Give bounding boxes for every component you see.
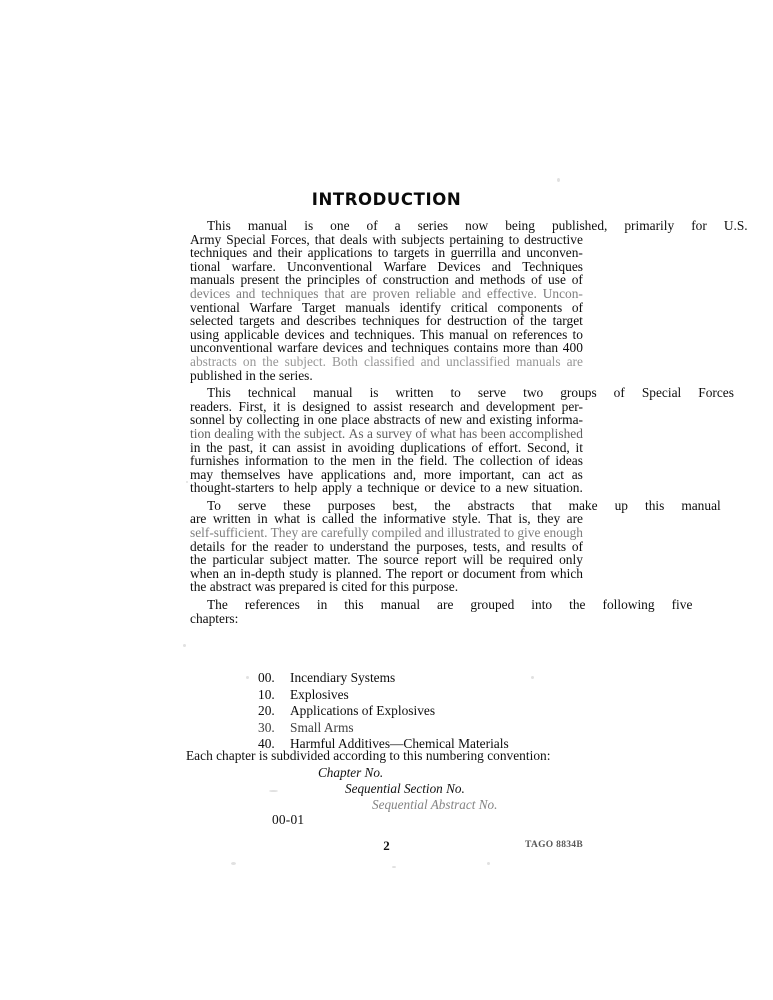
scan-speck xyxy=(557,178,560,182)
chapter-number: 40. xyxy=(258,736,275,751)
page-number: 2 xyxy=(383,838,390,853)
text-line: To serve these purposes best, the abstracts that make up this manual xyxy=(207,497,721,513)
text-line: thought-starters to help apply a technique or device to a new situation. xyxy=(190,480,583,496)
chapter-number: 30. xyxy=(258,719,275,735)
chapter-number: 20. xyxy=(258,703,275,718)
chapter-label: Explosives xyxy=(290,686,349,702)
page-footer xyxy=(0,838,773,856)
numbering-convention-lead-in: Each chapter is subdivided according to this numbering convention: xyxy=(186,748,551,763)
section-code: 00-01 xyxy=(272,812,305,827)
paragraph-1 xyxy=(190,218,748,383)
text-line: Army Special Forces, that deals with subjects pertaining to destructive xyxy=(190,231,583,247)
text-line: abstracts on the subject. Both classified and unclassified manuals are xyxy=(190,353,583,369)
text-line: unconventional warfare devices and techniques contains more than 400 xyxy=(190,340,583,356)
body-text xyxy=(190,218,748,629)
scan-speck xyxy=(246,676,249,679)
text-line: using applicable devices and techniques. This manual on references to xyxy=(190,326,583,342)
chapter-number: 10. xyxy=(258,686,275,702)
chapter-list-item xyxy=(258,703,588,720)
printing-code: TAGO 8834B xyxy=(525,840,583,850)
text-line: may themselves have applications and, more important, can act as xyxy=(190,466,583,482)
chapter-number: 00. xyxy=(258,670,275,685)
text-line: devices and techniques that are proven reliable and effective. Uncon- xyxy=(190,285,583,301)
text-line: are written in what is called the informative style. That is, they are xyxy=(190,511,583,527)
chapter-list-item xyxy=(258,720,588,737)
text-line: the particular subject matter. The source report will be required only xyxy=(190,552,583,568)
chapter-label: Harmful Additives—Chemical Materials xyxy=(290,736,509,751)
text-line: manuals present the principles of construction and methods of use of xyxy=(190,272,583,288)
text-line: self-sufficient. They are carefully compiled and illustrated to give enough xyxy=(190,525,583,541)
scan-speck xyxy=(269,790,278,792)
text-line: readers. First, it is designed to assist research and development per- xyxy=(190,398,583,414)
page-title: INTRODUCTION xyxy=(311,190,462,209)
text-line: details for the reader to understand the purposes, tests, and results of xyxy=(190,538,583,554)
paragraph-4 xyxy=(190,597,693,626)
text-line: The references in this manual are grouped into the following five xyxy=(207,597,693,613)
scan-speck xyxy=(231,862,236,865)
scan-speck xyxy=(186,481,188,483)
scan-speck xyxy=(487,862,490,865)
text-line: sonnel by collecting in one place abstracts of new and existing informa- xyxy=(190,412,583,428)
text-line: This manual is one of a series now being published, primarily for U.S. xyxy=(207,218,748,233)
text-line: This technical manual is written to serve two groups of Special Forces xyxy=(207,385,734,401)
scan-speck xyxy=(183,644,186,647)
chapter-list-item xyxy=(258,670,588,687)
text-line: chapters: xyxy=(190,610,239,626)
text-line: when an in-depth study is planned. The report or document from which xyxy=(190,565,583,581)
chapter-list-item xyxy=(258,687,588,704)
paragraph-2 xyxy=(190,385,734,496)
chapter-label: Applications of Explosives xyxy=(290,703,436,718)
chapter-label: Incendiary Systems xyxy=(290,670,396,685)
text-line: in the past, it can assist in avoiding duplications of effort. Second, it xyxy=(190,439,583,455)
convention-level-2: Sequential Section No. xyxy=(345,781,465,796)
text-line: published in the series. xyxy=(190,367,313,383)
convention-level-1: Chapter No. xyxy=(318,765,384,780)
paragraph-3 xyxy=(190,497,721,595)
scan-speck xyxy=(392,866,396,868)
text-line: tion dealing with the subject. As a survey of what has been accomplished xyxy=(190,425,583,441)
chapter-label: Small Arms xyxy=(290,719,354,735)
text-line: techniques and their applications to targets in guerrilla and unconven- xyxy=(190,245,583,261)
text-line: furnishes information to the men in the field. The collection of ideas xyxy=(190,453,583,469)
text-line: the abstract was prepared is cited for this purpose. xyxy=(190,579,459,595)
text-line: tional warfare. Unconventional Warfare Devices and Techniques xyxy=(190,258,583,274)
text-line: selected targets and describes techniques for destruction of the target xyxy=(190,313,583,329)
convention-level-3: Sequential Abstract No. xyxy=(372,797,498,812)
text-line: ventional Warfare Target manuals identify critical components of xyxy=(190,299,583,315)
chapter-list xyxy=(258,670,588,753)
